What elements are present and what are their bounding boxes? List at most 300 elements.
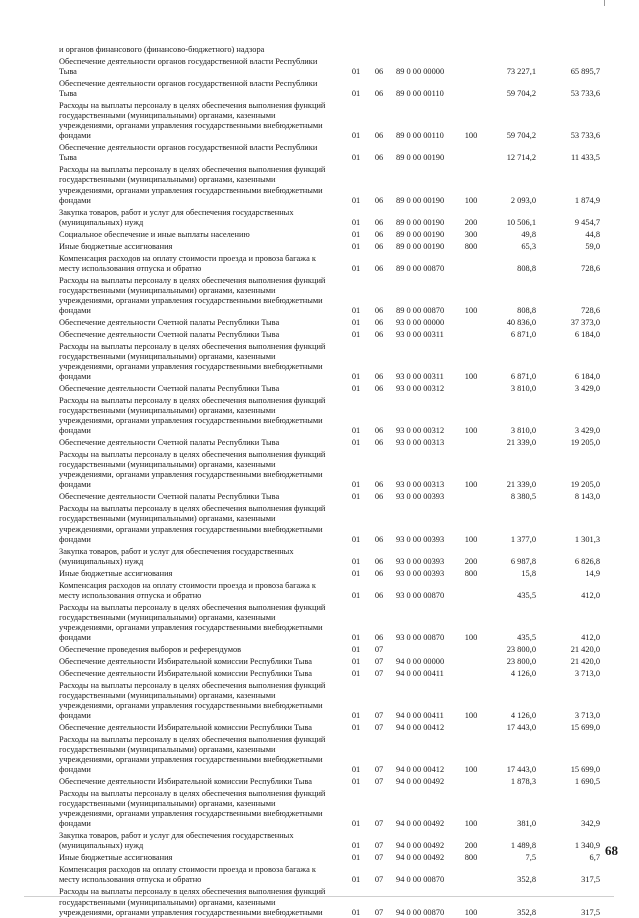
row-sum-1: 40 836,0 bbox=[506, 317, 536, 327]
table-row bbox=[0, 887, 639, 917]
row-sum-2: 1 340,9 bbox=[574, 841, 600, 851]
row-name-line: Закупка товаров, работ и услуг для обеспечения государственных bbox=[59, 207, 294, 217]
row-expense-type: 200 bbox=[464, 556, 478, 566]
row-name-line: Тыва bbox=[59, 67, 77, 77]
row-target-article: 93 0 00 00312 bbox=[396, 426, 445, 436]
row-target-article: 93 0 00 00312 bbox=[396, 384, 445, 393]
row-name-line: и органов финансового (финансово-бюджетного) надзора bbox=[59, 45, 265, 54]
row-name-line: учреждениями, органами управления государственными внебюджетными bbox=[59, 809, 323, 819]
row-podrazdel: 07 bbox=[374, 907, 384, 917]
row-expense-type: 100 bbox=[464, 534, 478, 544]
row-sum-1: 73 227,1 bbox=[506, 67, 536, 77]
row-podrazdel: 06 bbox=[374, 153, 384, 163]
row-name bbox=[59, 254, 345, 274]
row-name-line: Обеспечение деятельности Избирательной комиссии Республики Тыва bbox=[59, 777, 312, 787]
table-row bbox=[0, 254, 639, 274]
row-razdel: 01 bbox=[351, 384, 361, 393]
row-expense-type: 800 bbox=[464, 568, 478, 578]
row-sum-2: 14,9 bbox=[585, 568, 600, 578]
row-sum-1: 8 380,5 bbox=[510, 492, 536, 502]
row-sum-2: 3 713,0 bbox=[574, 711, 600, 721]
row-sum-2: 15 699,0 bbox=[570, 765, 600, 775]
row-name-line: Расходы на выплаты персоналу в целях обеспечения выполнения функций bbox=[59, 680, 326, 690]
row-sum-1: 6 987,8 bbox=[510, 556, 536, 566]
row-razdel: 01 bbox=[351, 568, 361, 578]
row-target-article: 94 0 00 00411 bbox=[396, 668, 444, 678]
row-name bbox=[59, 492, 345, 502]
row-target-article: 94 0 00 00870 bbox=[396, 875, 445, 885]
row-podrazdel: 06 bbox=[374, 263, 384, 273]
row-razdel: 01 bbox=[351, 229, 361, 239]
row-sum-2: 53 733,6 bbox=[570, 89, 600, 99]
row-name bbox=[59, 789, 345, 829]
row-razdel: 01 bbox=[351, 426, 361, 436]
row-name bbox=[59, 657, 345, 667]
row-name-line: месту использования отпуска и обратно bbox=[59, 263, 202, 273]
row-name bbox=[59, 777, 345, 787]
row-name-line: Тыва bbox=[59, 89, 77, 99]
row-name bbox=[59, 79, 345, 99]
row-name bbox=[59, 547, 345, 567]
row-name-line: Расходы на выплаты персоналу в целях обеспечения выполнения функций bbox=[59, 275, 326, 285]
table-row bbox=[0, 547, 639, 567]
row-sum-2: 21 420,0 bbox=[570, 644, 600, 654]
row-name-line: учреждениями, органами управления государственными внебюджетными bbox=[59, 295, 323, 305]
row-name-line: фондами bbox=[59, 534, 91, 544]
row-sum-2: 65 895,7 bbox=[570, 67, 600, 77]
row-expense-type: 100 bbox=[464, 372, 478, 382]
row-name-line: Компенсация расходов на оплату стоимости проезда и провоза багажа к bbox=[59, 253, 316, 263]
row-name-line: фондами bbox=[59, 305, 91, 315]
row-sum-1: 4 126,0 bbox=[510, 711, 536, 721]
row-name-line: Расходы на выплаты персоналу в целях обеспечения выполнения функций bbox=[59, 450, 326, 460]
row-razdel: 01 bbox=[351, 853, 361, 863]
row-podrazdel: 06 bbox=[374, 492, 384, 502]
row-name bbox=[59, 342, 345, 382]
row-sum-2: 19 205,0 bbox=[570, 480, 600, 490]
table-row bbox=[0, 504, 639, 544]
row-sum-1: 12 714,2 bbox=[506, 153, 536, 163]
row-podrazdel: 07 bbox=[374, 765, 384, 775]
row-name-line: государственными (муниципальными) органами, казенными bbox=[59, 111, 276, 121]
row-target-article: 89 0 00 00190 bbox=[396, 217, 445, 227]
row-name bbox=[59, 735, 345, 775]
row-name bbox=[59, 242, 345, 252]
row-expense-type: 100 bbox=[464, 765, 478, 775]
row-podrazdel: 07 bbox=[374, 875, 384, 885]
row-name-line: государственными (муниципальными) органами, казенными bbox=[59, 460, 276, 470]
row-name-line: Обеспечение деятельности Счетной палаты Республики Тыва bbox=[59, 329, 280, 339]
row-name-line: учреждениями, органами управления государственными внебюджетными bbox=[59, 755, 323, 765]
row-name-line: учреждениями, органами управления государственными внебюджетными bbox=[59, 361, 323, 371]
row-razdel: 01 bbox=[351, 875, 361, 885]
table-row bbox=[0, 276, 639, 316]
row-name-line: Обеспечение деятельности Счетной палаты Республики Тыва bbox=[59, 492, 280, 502]
row-name-line: учреждениями, органами управления государственными внебюджетными bbox=[59, 622, 323, 632]
row-name-line: учреждениями, органами управления государственными внебюджетными bbox=[59, 524, 323, 534]
table-row bbox=[0, 789, 639, 829]
row-name-line: Иные бюджетные ассигнования bbox=[59, 241, 173, 251]
row-name-line: (муниципальных) нужд bbox=[59, 556, 144, 566]
row-sum-1: 59 704,2 bbox=[506, 131, 536, 141]
row-razdel: 01 bbox=[351, 819, 361, 829]
row-name-line: государственными (муниципальными) органами, казенными bbox=[59, 612, 276, 622]
row-name-line: Компенсация расходов на оплату стоимости проезда и провоза багажа к bbox=[59, 580, 316, 590]
row-name-line: фондами bbox=[59, 480, 91, 490]
row-razdel: 01 bbox=[351, 656, 361, 666]
table-row bbox=[0, 853, 639, 863]
row-name bbox=[59, 165, 345, 205]
row-podrazdel: 07 bbox=[374, 819, 384, 829]
row-razdel: 01 bbox=[351, 153, 361, 163]
row-name-line: Обеспечение деятельности Избирательной комиссии Республики Тыва bbox=[59, 723, 312, 732]
row-sum-2: 1 301,3 bbox=[574, 534, 600, 544]
row-sum-1: 21 339,0 bbox=[506, 438, 536, 448]
row-expense-type: 100 bbox=[464, 480, 478, 490]
row-expense-type: 200 bbox=[464, 841, 478, 851]
row-sum-2: 728,6 bbox=[581, 305, 600, 315]
row-name-line: Расходы на выплаты персоналу в целях обеспечения выполнения функций bbox=[59, 101, 326, 111]
row-name-line: учреждениями, органами управления государственными внебюджетными bbox=[59, 121, 323, 131]
row-razdel: 01 bbox=[351, 329, 361, 339]
row-sum-1: 435,5 bbox=[517, 632, 536, 642]
row-sum-1: 1 377,0 bbox=[510, 534, 536, 544]
row-name-line: Расходы на выплаты персоналу в целях обеспечения выполнения функций bbox=[59, 165, 326, 175]
row-razdel: 01 bbox=[351, 317, 361, 327]
row-name-line: Обеспечение проведения выборов и референдумов bbox=[59, 644, 242, 654]
row-podrazdel: 06 bbox=[374, 438, 384, 448]
row-razdel: 01 bbox=[351, 305, 361, 315]
table-row bbox=[0, 723, 639, 733]
row-target-article: 89 0 00 00190 bbox=[396, 241, 445, 251]
row-razdel: 01 bbox=[351, 131, 361, 141]
row-name bbox=[59, 853, 345, 863]
table-row bbox=[0, 57, 639, 77]
row-expense-type: 300 bbox=[464, 229, 478, 239]
table-row bbox=[0, 208, 639, 228]
row-name bbox=[59, 681, 345, 721]
row-name bbox=[59, 143, 345, 163]
table-row bbox=[0, 45, 639, 55]
row-name-line: Расходы на выплаты персоналу в целях обеспечения выполнения функций bbox=[59, 887, 326, 897]
row-target-article: 94 0 00 00492 bbox=[396, 819, 445, 829]
table-row bbox=[0, 242, 639, 252]
row-target-article: 89 0 00 00190 bbox=[396, 195, 445, 205]
row-name bbox=[59, 581, 345, 601]
row-razdel: 01 bbox=[351, 711, 361, 721]
row-sum-2: 3 713,0 bbox=[574, 668, 600, 678]
scan-mark bbox=[604, 0, 605, 6]
row-name-line: фондами bbox=[59, 131, 91, 141]
row-sum-2: 6,7 bbox=[589, 853, 600, 863]
row-target-article: 89 0 00 00190 bbox=[396, 153, 445, 163]
table-row bbox=[0, 384, 639, 394]
row-name-line: фондами bbox=[59, 765, 91, 775]
row-name bbox=[59, 504, 345, 544]
row-name bbox=[59, 318, 345, 328]
table-row bbox=[0, 603, 639, 643]
row-name-line: Иные бюджетные ассигнования bbox=[59, 568, 173, 578]
row-sum-2: 53 733,6 bbox=[570, 131, 600, 141]
row-target-article: 93 0 00 00870 bbox=[396, 590, 445, 600]
row-name-line: Обеспечение деятельности Счетной палаты Республики Тыва bbox=[59, 438, 280, 448]
row-sum-2: 728,6 bbox=[581, 263, 600, 273]
row-expense-type: 100 bbox=[464, 305, 478, 315]
row-name-line: государственными (муниципальными) органами, казенными bbox=[59, 690, 276, 700]
row-target-article: 93 0 00 00313 bbox=[396, 480, 445, 490]
row-name bbox=[59, 45, 345, 55]
row-razdel: 01 bbox=[351, 907, 361, 917]
table-row bbox=[0, 681, 639, 721]
row-razdel: 01 bbox=[351, 438, 361, 448]
row-sum-2: 3 429,0 bbox=[574, 384, 600, 393]
row-sum-1: 17 443,0 bbox=[506, 723, 536, 732]
table-row bbox=[0, 230, 639, 240]
row-name-line: учреждениями, органами управления государственными внебюджетными bbox=[59, 185, 323, 195]
row-name-line: Расходы на выплаты персоналу в целях обеспечения выполнения функций bbox=[59, 734, 326, 744]
row-target-article: 89 0 00 00110 bbox=[396, 89, 444, 99]
row-podrazdel: 06 bbox=[374, 229, 384, 239]
row-name-line: Тыва bbox=[59, 153, 77, 163]
row-razdel: 01 bbox=[351, 372, 361, 382]
row-sum-1: 6 871,0 bbox=[510, 372, 536, 382]
row-podrazdel: 06 bbox=[374, 195, 384, 205]
row-razdel: 01 bbox=[351, 644, 361, 654]
row-sum-2: 3 429,0 bbox=[574, 426, 600, 436]
row-name-line: Обеспечение деятельности органов государственной власти Республики bbox=[59, 143, 318, 153]
row-name-line: Расходы на выплаты персоналу в целях обеспечения выполнения функций bbox=[59, 341, 326, 351]
row-name-line: государственными (муниципальными) органами, казенными bbox=[59, 351, 276, 361]
row-razdel: 01 bbox=[351, 67, 361, 77]
row-podrazdel: 07 bbox=[374, 841, 384, 851]
row-expense-type: 100 bbox=[464, 711, 478, 721]
row-sum-1: 21 339,0 bbox=[506, 480, 536, 490]
row-sum-1: 3 810,0 bbox=[510, 426, 536, 436]
row-razdel: 01 bbox=[351, 480, 361, 490]
row-name bbox=[59, 101, 345, 141]
table-row bbox=[0, 143, 639, 163]
row-name bbox=[59, 723, 345, 733]
row-sum-1: 7,5 bbox=[525, 853, 536, 863]
row-podrazdel: 06 bbox=[374, 317, 384, 327]
row-target-article: 89 0 00 00190 bbox=[396, 229, 445, 239]
row-name-line: Обеспечение деятельности органов государственной власти Республики bbox=[59, 79, 318, 88]
row-name-line: фондами bbox=[59, 372, 91, 382]
row-name-line: Расходы на выплаты персоналу в целях обеспечения выполнения функций bbox=[59, 504, 326, 514]
row-sum-1: 3 810,0 bbox=[510, 384, 536, 393]
row-name-line: государственными (муниципальными) органами, казенными bbox=[59, 406, 276, 416]
row-sum-2: 1 874,9 bbox=[574, 195, 600, 205]
row-target-article: 93 0 00 00313 bbox=[396, 438, 445, 448]
table-row bbox=[0, 318, 639, 328]
row-sum-2: 44,8 bbox=[585, 229, 600, 239]
row-sum-2: 11 433,5 bbox=[570, 153, 600, 163]
row-sum-2: 6 184,0 bbox=[574, 372, 600, 382]
table-row bbox=[0, 396, 639, 436]
row-name-line: государственными (муниципальными) органами, казенными bbox=[59, 514, 276, 524]
row-name bbox=[59, 645, 345, 655]
table-row bbox=[0, 450, 639, 490]
row-target-article: 89 0 00 00110 bbox=[396, 131, 444, 141]
row-target-article: 93 0 00 00393 bbox=[396, 556, 445, 566]
row-name bbox=[59, 669, 345, 679]
row-target-article: 93 0 00 00000 bbox=[396, 317, 445, 327]
bottom-rule bbox=[24, 896, 614, 897]
row-name bbox=[59, 230, 345, 240]
row-target-article: 93 0 00 00311 bbox=[396, 372, 444, 382]
row-sum-2: 412,0 bbox=[581, 632, 600, 642]
row-razdel: 01 bbox=[351, 217, 361, 227]
row-name-line: государственными (муниципальными) органами, казенными bbox=[59, 285, 276, 295]
row-sum-2: 1 690,5 bbox=[574, 777, 600, 787]
row-name-line: государственными (муниципальными) органами, казенными bbox=[59, 745, 276, 755]
row-sum-2: 19 205,0 bbox=[570, 438, 600, 448]
row-expense-type: 100 bbox=[464, 131, 478, 141]
row-name-line: Обеспечение деятельности Счетной палаты Республики Тыва bbox=[59, 384, 280, 393]
row-podrazdel: 06 bbox=[374, 426, 384, 436]
row-sum-1: 352,8 bbox=[517, 875, 536, 885]
row-expense-type: 100 bbox=[464, 819, 478, 829]
row-name-line: Закупка товаров, работ и услуг для обеспечения государственных bbox=[59, 546, 294, 556]
row-target-article: 94 0 00 00000 bbox=[396, 656, 445, 666]
row-sum-1: 59 704,2 bbox=[506, 89, 536, 99]
table-row bbox=[0, 101, 639, 141]
row-sum-2: 317,5 bbox=[581, 875, 600, 885]
row-sum-1: 23 800,0 bbox=[506, 644, 536, 654]
row-name-line: фондами bbox=[59, 195, 91, 205]
row-podrazdel: 07 bbox=[374, 656, 384, 666]
row-razdel: 01 bbox=[351, 556, 361, 566]
row-razdel: 01 bbox=[351, 668, 361, 678]
row-razdel: 01 bbox=[351, 534, 361, 544]
row-podrazdel: 06 bbox=[374, 568, 384, 578]
row-target-article: 89 0 00 00870 bbox=[396, 263, 445, 273]
row-podrazdel: 06 bbox=[374, 480, 384, 490]
row-name-line: Обеспечение деятельности Избирательной комиссии Республики Тыва bbox=[59, 668, 312, 678]
row-podrazdel: 07 bbox=[374, 853, 384, 863]
row-name bbox=[59, 603, 345, 643]
row-sum-1: 808,8 bbox=[517, 263, 536, 273]
row-target-article: 94 0 00 00412 bbox=[396, 765, 445, 775]
row-name-line: Обеспечение деятельности Избирательной комиссии Республики Тыва bbox=[59, 656, 312, 666]
table-row bbox=[0, 777, 639, 787]
table-row bbox=[0, 492, 639, 502]
row-razdel: 01 bbox=[351, 765, 361, 775]
row-sum-1: 1 878,3 bbox=[510, 777, 536, 787]
row-sum-1: 2 093,0 bbox=[510, 195, 536, 205]
row-target-article: 94 0 00 00492 bbox=[396, 841, 445, 851]
row-name bbox=[59, 887, 345, 917]
row-name-line: фондами bbox=[59, 426, 91, 436]
row-razdel: 01 bbox=[351, 492, 361, 502]
row-name-line: Иные бюджетные ассигнования bbox=[59, 853, 173, 863]
row-name-line: учреждениями, органами управления государственными внебюджетными bbox=[59, 907, 323, 917]
row-name-line: учреждениями, органами управления государственными внебюджетными bbox=[59, 470, 323, 480]
row-target-article: 94 0 00 00412 bbox=[396, 723, 445, 732]
row-name bbox=[59, 57, 345, 77]
row-razdel: 01 bbox=[351, 195, 361, 205]
row-name bbox=[59, 208, 345, 228]
row-expense-type: 100 bbox=[464, 195, 478, 205]
row-razdel: 01 bbox=[351, 263, 361, 273]
table-row bbox=[0, 669, 639, 679]
row-target-article: 89 0 00 00870 bbox=[396, 305, 445, 315]
row-sum-2: 317,5 bbox=[581, 907, 600, 917]
row-podrazdel: 06 bbox=[374, 534, 384, 544]
row-name-line: государственными (муниципальными) органами, казенными bbox=[59, 175, 276, 185]
table-row bbox=[0, 330, 639, 340]
table-row bbox=[0, 735, 639, 775]
row-podrazdel: 06 bbox=[374, 632, 384, 642]
row-podrazdel: 07 bbox=[374, 777, 384, 787]
row-podrazdel: 07 bbox=[374, 711, 384, 721]
row-podrazdel: 07 bbox=[374, 668, 384, 678]
row-podrazdel: 06 bbox=[374, 67, 384, 77]
row-target-article: 89 0 00 00000 bbox=[396, 67, 445, 77]
row-target-article: 93 0 00 00393 bbox=[396, 492, 445, 502]
row-name-line: Закупка товаров, работ и услуг для обеспечения государственных bbox=[59, 831, 294, 841]
row-target-article: 94 0 00 00870 bbox=[396, 907, 445, 917]
row-sum-1: 17 443,0 bbox=[506, 765, 536, 775]
row-sum-2: 6 184,0 bbox=[574, 329, 600, 339]
row-name-line: государственными (муниципальными) органами, казенными bbox=[59, 897, 276, 907]
row-sum-2: 6 826,8 bbox=[574, 556, 600, 566]
row-sum-2: 342,9 bbox=[581, 819, 600, 829]
row-target-article: 93 0 00 00393 bbox=[396, 568, 445, 578]
row-target-article: 94 0 00 00492 bbox=[396, 853, 445, 863]
row-expense-type: 100 bbox=[464, 632, 478, 642]
row-name-line: Расходы на выплаты персоналу в целях обеспечения выполнения функций bbox=[59, 602, 326, 612]
row-podrazdel: 07 bbox=[374, 644, 384, 654]
row-razdel: 01 bbox=[351, 632, 361, 642]
row-name-line: Социальное обеспечение и иные выплаты населению bbox=[59, 229, 250, 239]
row-razdel: 01 bbox=[351, 841, 361, 851]
row-sum-1: 15,8 bbox=[521, 568, 536, 578]
row-name-line: фондами bbox=[59, 632, 91, 642]
row-name bbox=[59, 276, 345, 316]
row-sum-1: 65,3 bbox=[521, 241, 536, 251]
row-name-line: Расходы на выплаты персоналу в целях обеспечения выполнения функций bbox=[59, 395, 326, 405]
row-name-line: Обеспечение деятельности Счетной палаты Республики Тыва bbox=[59, 317, 280, 327]
row-sum-2: 9 454,7 bbox=[574, 217, 600, 227]
row-sum-1: 49,8 bbox=[521, 229, 536, 239]
row-name-line: учреждениями, органами управления государственными внебюджетными bbox=[59, 416, 323, 426]
row-sum-1: 381,0 bbox=[517, 819, 536, 829]
table-row bbox=[0, 569, 639, 579]
row-name-line: Обеспечение деятельности органов государственной власти Республики bbox=[59, 56, 318, 66]
row-name bbox=[59, 450, 345, 490]
row-expense-type: 200 bbox=[464, 217, 478, 227]
row-name bbox=[59, 396, 345, 436]
table-row bbox=[0, 581, 639, 601]
row-sum-1: 352,8 bbox=[517, 907, 536, 917]
row-name-line: государственными (муниципальными) органами, казенными bbox=[59, 799, 276, 809]
row-razdel: 01 bbox=[351, 777, 361, 787]
row-sum-2: 8 143,0 bbox=[574, 492, 600, 502]
row-expense-type: 800 bbox=[464, 853, 478, 863]
row-expense-type: 100 bbox=[464, 907, 478, 917]
row-razdel: 01 bbox=[351, 241, 361, 251]
row-expense-type: 100 bbox=[464, 426, 478, 436]
row-name bbox=[59, 330, 345, 340]
row-sum-1: 23 800,0 bbox=[506, 656, 536, 666]
row-name-line: учреждениями, органами управления государственными внебюджетными bbox=[59, 700, 323, 710]
table-row bbox=[0, 438, 639, 448]
row-podrazdel: 06 bbox=[374, 556, 384, 566]
table-row bbox=[0, 79, 639, 99]
row-razdel: 01 bbox=[351, 723, 361, 732]
table-row bbox=[0, 865, 639, 885]
